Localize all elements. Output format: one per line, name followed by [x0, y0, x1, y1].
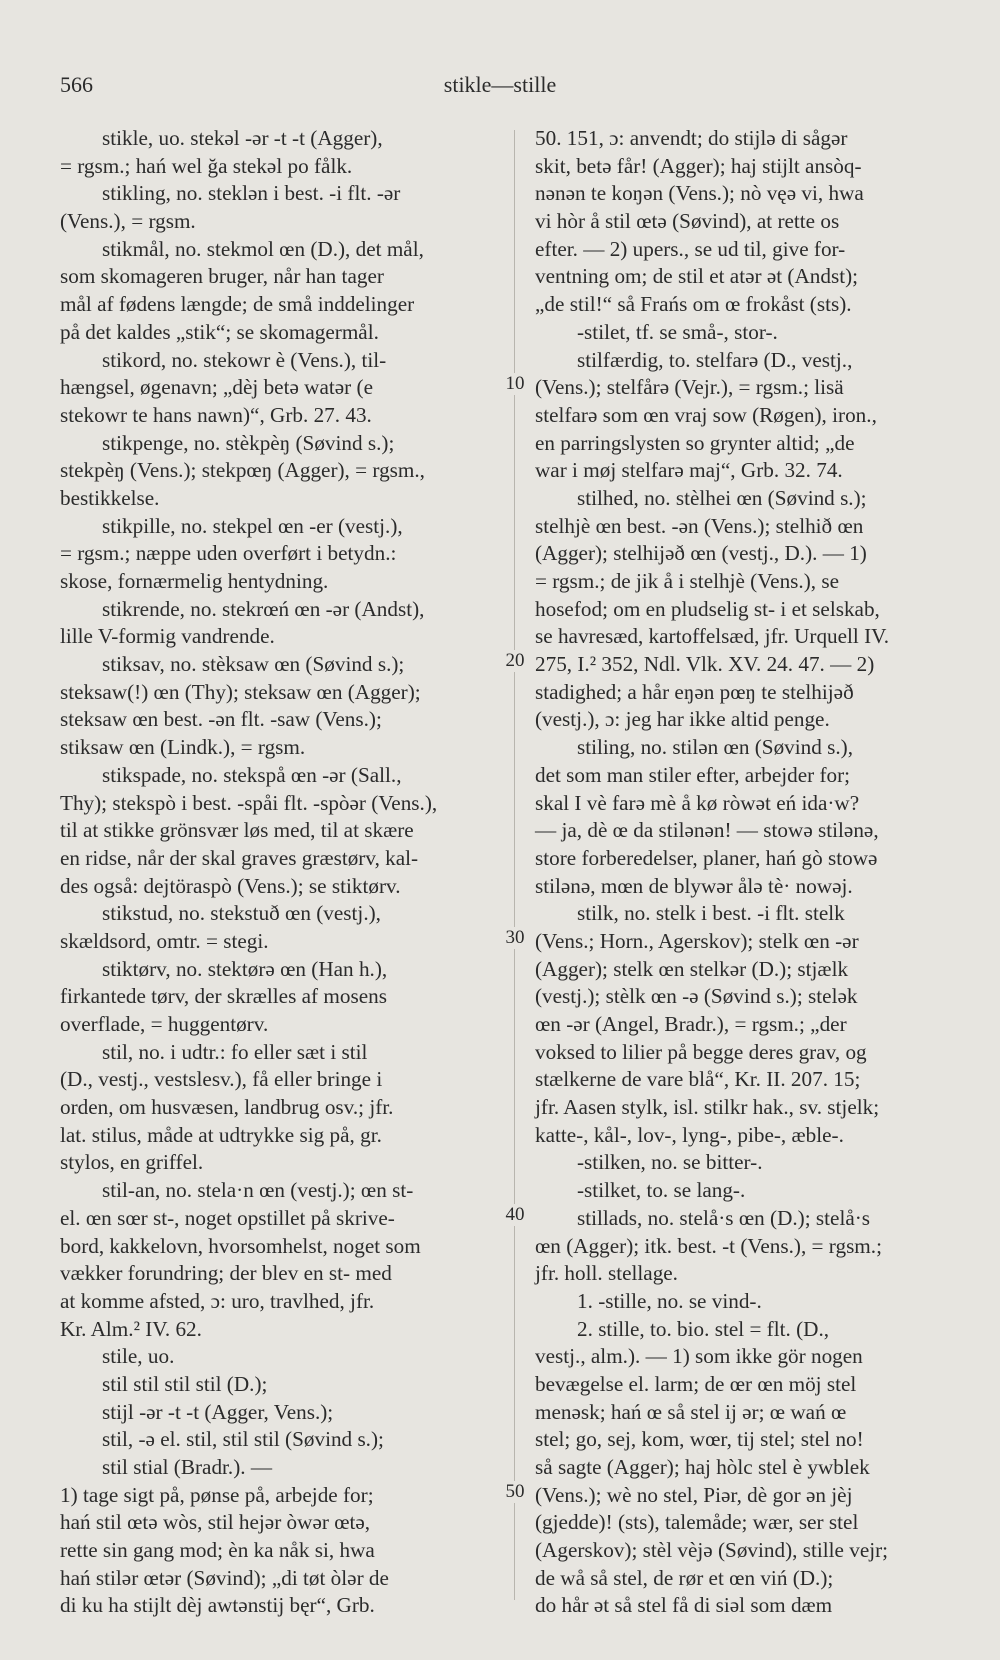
entry-text-line: (Vens.), = rgsm.: [60, 209, 196, 234]
entry-text-line: se havresæd, kartoffelsæd, jfr. Urquell IV.: [535, 624, 890, 649]
entry-text-line: (Vens.); wè no stel, Piər, dè gor ən jèj: [535, 1482, 853, 1507]
entry-text-line: (Agger); stelk œn stelkər (D.); stjælk: [535, 956, 849, 981]
entry-text-line: œn -ər (Angel, Bradr.), = rgsm.; „der: [535, 1012, 847, 1036]
entry-headword-line: stilk, no. stelk i best. -i flt. stelk: [577, 901, 845, 926]
entry-headword-line: stikord, no. stekowr è (Vens.), til-: [102, 347, 387, 372]
entry-text-line: stekpèŋ (Vens.); stekpœŋ (Agger), = rgsm.,: [60, 458, 425, 483]
entry-text-line: vækker forundring; der blev en st- med: [60, 1261, 392, 1286]
entry-text-line: orden, om husvæsen, landbrug osv.; jfr.: [60, 1095, 394, 1120]
entry-text-line: store forberedelser, planer, hań gò stowə: [535, 845, 878, 870]
entry-text-line: til at stikke grönsvær løs med, til at skære: [60, 818, 414, 843]
entry-headword-line: stile, uo.: [102, 1344, 175, 1369]
entry-text-line: det som man stiler efter, arbejder for;: [535, 762, 851, 787]
entry-text-line: skældsord, omtr. = stegi.: [60, 928, 269, 953]
entry-text-line: 275, I.² 352, Ndl. Vlk. XV. 24. 47. — 2): [535, 652, 875, 677]
line-number-50: 50: [500, 1481, 530, 1503]
entry-text-line: (Agger); stelhijəð œn (vestj., D.). — 1): [535, 541, 867, 566]
entry-text-line: (gjedde)! (sts), talemåde; wær, ser stel: [535, 1510, 859, 1535]
entry-text-line: stiksaw œn (Lindk.), = rgsm.: [60, 735, 306, 760]
entry-text-line: stelfarə som œn vraj sow (Røgen), iron.,: [535, 402, 877, 427]
entry-text-line: lille V-formig vandrende.: [60, 624, 275, 649]
entry-headword-line: 2. stille, to. bio. stel = flt. (D.,: [577, 1316, 830, 1341]
entry-text-line: hængsel, øgenavn; „dèj betə watər (e: [60, 375, 373, 400]
entry-headword-line: stikling, no. steklən i best. -i flt. -ər: [102, 181, 401, 206]
entry-headword-line: stillads, no. stelå·s œn (D.); stelå·s: [577, 1205, 871, 1230]
entry-headword-line: stikpille, no. stekpel œn -er (vestj.),: [102, 513, 403, 538]
running-head: stikle—stille: [443, 72, 557, 97]
entry-text-line: stekowr te hans nawn)“, Grb. 27. 43.: [60, 402, 372, 427]
entry-text-line: så sagte (Agger); haj hòlc stel è ywblek: [535, 1455, 870, 1479]
entry-text-line: at komme afsted, ɔ: uro, travlhed, jfr.: [60, 1288, 375, 1313]
entry-text-line: bevægelse el. larm; de œr œn möj stel: [535, 1371, 857, 1396]
entry-headword-line: -stilet, tf. se små-, stor-.: [577, 319, 778, 344]
entry-text-line: bord, kakkelovn, hvorsomhelst, noget som: [60, 1233, 421, 1258]
entry-text-line: (vestj.), ɔ: jeg har ikke altid penge.: [535, 707, 830, 732]
entry-text-line: steksaw(!) œn (Thy); steksaw œn (Agger);: [60, 679, 421, 704]
entry-text-line: jfr. Aasen stylk, isl. stilkr hak., sv. stjelk;: [535, 1095, 880, 1120]
line-number-30: 30: [500, 927, 530, 949]
entry-text-line: — ja, dè œ da stilənən! — stowə stilənə,: [535, 818, 879, 843]
entry-headword-line: stikle, uo. stekəl -ər -t -t (Agger),: [102, 126, 383, 150]
left-column: [60, 125, 500, 1620]
entry-headword-line: stilhed, no. stèlhei œn (Søvind s.);: [577, 485, 867, 510]
entry-text-line: jfr. holl. stellage.: [535, 1261, 678, 1286]
entry-headword-line: stikstud, no. stekstuð œn (vestj.),: [102, 901, 381, 926]
entry-text-line: stilənə, mœn de blywər ålə tè· nowəj.: [535, 873, 853, 898]
entry-text-line: overflade, = huggentørv.: [60, 1012, 269, 1036]
entry-text-line: som skomageren bruger, når han tager: [60, 264, 384, 289]
entry-text-line: firkantede tørv, der skrælles af mosens: [60, 984, 387, 1009]
entry-text-line: (vestj.); stèlk œn -ə (Søvind s.); stelək: [535, 984, 858, 1009]
entry-headword-line: stil, -ə el. stil, stil stil (Søvind s.);: [102, 1427, 384, 1452]
entry-headword-line: stikpenge, no. stèkpèŋ (Søvind s.);: [102, 430, 395, 455]
entry-text-line: hań stil œtə wòs, stil hejər òwər œtə,: [60, 1510, 371, 1535]
entry-text-line: war i møj stelfarə maj“, Grb. 32. 74.: [535, 458, 843, 483]
entry-text-line: stadighed; a hår eŋən pœŋ te stelhijəð: [535, 679, 854, 704]
entry-text-line: lat. stilus, måde at udtrykke sig på, gr.: [60, 1122, 382, 1147]
entry-text-line: voksed to lilier på begge deres grav, og: [535, 1039, 867, 1064]
entry-text-line: stelhjè œn best. -ən (Vens.); stelhið œn: [535, 513, 864, 538]
entry-headword-line: stiling, no. stilən œn (Søvind s.),: [577, 735, 854, 760]
entry-text-line: el. œn sœr st-, noget opstillet på skrive-: [60, 1205, 395, 1230]
entry-text-line: (Vens.; Horn., Agerskov); stelk œn -ər: [535, 928, 859, 953]
entry-text-line: 1) tage sigt på, pønse på, arbejde for;: [60, 1482, 374, 1507]
entry-text-line: (Agerskov); stèl vèjə (Søvind), stille vejr;: [535, 1538, 889, 1563]
entry-headword-line: stijl -ər -t -t (Agger, Vens.);: [102, 1399, 334, 1424]
column-divider: [514, 130, 515, 1600]
entry-headword-line: stikrende, no. stekrœń œn -ər (Andst),: [102, 596, 425, 621]
entry-headword-line: stil stial (Bradr.). —: [102, 1455, 273, 1479]
entry-text-line: Kr. Alm.² IV. 62.: [60, 1316, 202, 1341]
right-column: [535, 125, 975, 1620]
entry-headword-line: stil, no. i udtr.: fo eller sæt i stil: [102, 1039, 368, 1064]
entry-text-line: = rgsm.; næppe uden overført i betydn.:: [60, 541, 397, 566]
page-header: [0, 72, 1000, 102]
entry-text-line: mål af fødens længde; de små inddelinger: [60, 292, 415, 317]
entry-text-line: på det kaldes „stik“; se skomagermål.: [60, 319, 379, 344]
entry-headword-line: 1. -stille, no. se vind-.: [577, 1288, 762, 1313]
entry-text-line: stel; go, sej, kom, wœr, tij stel; stel no!: [535, 1427, 864, 1452]
entry-headword-line: stil stil stil stil (D.);: [102, 1371, 268, 1396]
entry-text-line: vi hòr å stil œtə (Søvind), at rette os: [535, 209, 840, 234]
entry-text-line: Thy); stekspò i best. -spåi flt. -spòər (Vens.),: [60, 790, 438, 815]
entry-text-line: œn (Agger); itk. best. -t (Vens.), = rgsm.;: [535, 1233, 882, 1258]
entry-headword-line: stikspade, no. stekspå œn -ər (Sall.,: [102, 762, 402, 787]
entry-headword-line: stilfærdig, to. stelfarə (D., vestj.,: [577, 347, 853, 372]
entry-headword-line: stiksav, no. stèksaw œn (Søvind s.);: [102, 652, 405, 677]
entry-text-line: menəsk; hań œ så stel ij ər; œ wań œ: [535, 1399, 847, 1424]
entry-text-line: katte-, kål-, lov-, lyng-, pibe-, æble-.: [535, 1122, 844, 1147]
entry-text-line: en parringslysten so grynter altid; „de: [535, 430, 855, 455]
entry-text-line: ventning om; de stil et atər ət (Andst);: [535, 264, 859, 289]
entry-text-line: steksaw œn best. -ən flt. -saw (Vens.);: [60, 707, 382, 732]
entry-text-line: de wå så stel, de rør et œn viń (D.);: [535, 1565, 834, 1590]
entry-text-line: do hår ət så stel få di siəl som dæm: [535, 1593, 833, 1618]
entry-headword-line: -stilket, to. se lang-.: [577, 1178, 746, 1203]
entry-text-line: (D., vestj., vestslesv.), få eller bringe i: [60, 1067, 383, 1092]
entry-headword-line: stiktørv, no. stektørə œn (Han h.),: [102, 956, 388, 981]
entry-headword-line: stil-an, no. stela·n œn (vestj.); œn st-: [102, 1178, 414, 1203]
line-number-20: 20: [500, 650, 530, 672]
entry-text-line: rette sin gang mod; èn ka nåk si, hwa: [60, 1538, 375, 1563]
entry-headword-line: -stilken, no. se bitter-.: [577, 1150, 763, 1175]
entry-text-line: (Vens.); stelfårə (Vejr.), = rgsm.; lisä: [535, 375, 844, 400]
entry-text-line: = rgsm.; de jik å i stelhjè (Vens.), se: [535, 569, 840, 593]
entry-text-line: skit, betə får! (Agger); haj stijlt ansòq-: [535, 153, 862, 178]
line-number-40: 40: [500, 1204, 530, 1226]
entry-text-line: stylos, en griffel.: [60, 1150, 204, 1175]
entry-text-line: 50. 151, ɔ: anvendt; do stijlə di sågər: [535, 126, 848, 150]
entry-text-line: hosefod; om en pludselig st- i et selskab,: [535, 596, 880, 621]
page-number: 566: [60, 72, 93, 97]
entry-text-line: bestikkelse.: [60, 485, 160, 510]
entry-text-line: en ridse, når der skal graves græstørv, kal-: [60, 845, 419, 870]
entry-text-line: skose, fornærmelig hentydning.: [60, 569, 329, 593]
entry-text-line: des også: dejtöraspò (Vens.); se stiktørv.: [60, 873, 401, 898]
entry-text-line: di ku ha stijlt dèj awtənstij bęr“, Grb.: [60, 1593, 375, 1618]
entry-text-line: = rgsm.; hań wel ğa stekəl po fålk.: [60, 153, 353, 178]
entry-text-line: „de stil!“ så Frańs om œ frokåst (sts).: [535, 292, 852, 317]
line-number-10: 10: [500, 373, 530, 395]
entry-text-line: nənən te koŋən (Vens.); nò vęə vi, hwa: [535, 181, 864, 206]
entry-text-line: stælkerne de vare blå“, Kr. II. 207. 15;: [535, 1067, 861, 1092]
entry-text-line: vestj., alm.). — 1) som ikke gör nogen: [535, 1344, 863, 1369]
entry-headword-line: stikmål, no. stekmol œn (D.), det mål,: [102, 236, 424, 261]
entry-text-line: efter. — 2) upers., se ud til, give for-: [535, 236, 846, 261]
entry-text-line: hań stilər œtər (Søvind); „di tøt òlər de: [60, 1565, 389, 1590]
entry-text-line: skal I vè farə mè å kø ròwət eń ida·w?: [535, 790, 860, 815]
